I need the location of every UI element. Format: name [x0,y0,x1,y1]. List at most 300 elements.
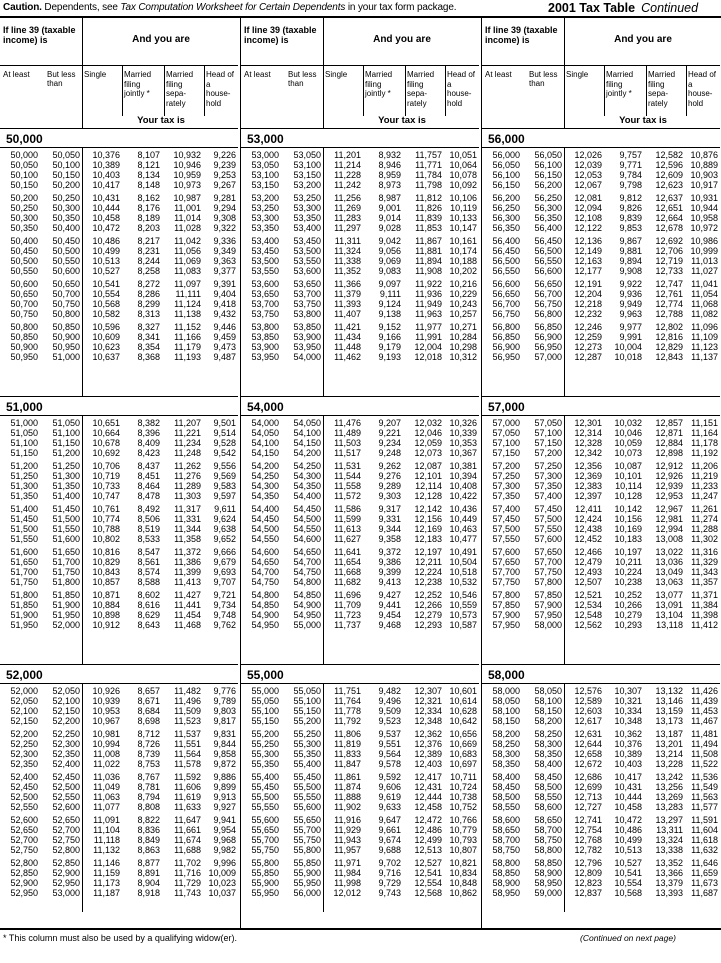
table-cell: 53,050 [293,150,321,160]
table-cell: 8,519 [137,524,160,534]
table-cell: 57,350 [492,491,520,501]
table-cell: 12,018 [414,352,442,362]
table-cell: 11,647 [174,815,201,825]
table-cell: 11,343 [691,567,718,577]
table-cell: 50,650 [10,289,38,299]
block-rule [0,415,238,416]
table-cell: 12,342 [574,448,602,458]
table-cell: 11,256 [334,193,361,203]
table-cell: 58,500 [492,792,520,802]
table-cell: 53,700 [251,299,279,309]
table-cell: 11,778 [334,706,361,716]
table-cell: 11,481 [691,729,718,739]
table-cell: 12,046 [414,428,442,438]
table-cell: 58,100 [492,706,520,716]
table-cell: 12,087 [414,461,442,471]
status-divider [445,66,446,116]
table-cell: 8,643 [137,620,160,630]
table-cell: 51,600 [52,534,80,544]
table-cell: 56,200 [492,193,520,203]
table-cell: 55,600 [251,815,279,825]
table-cell: 9,281 [213,193,236,203]
table-cell: 55,650 [293,815,321,825]
table-cell: 53,500 [293,246,321,256]
table-cell: 52,050 [10,696,38,706]
table-cell: 56,750 [492,309,520,319]
table-cell: 9,152 [378,322,401,332]
table-cell: 12,204 [574,289,602,299]
table-row [0,802,238,812]
table-cell: 55,100 [293,696,321,706]
table-cell: 10,504 [449,557,477,567]
table-cell: 53,000 [251,150,279,160]
table-row [241,150,479,160]
table-cell: 58,100 [534,696,562,706]
table-cell: 10,724 [449,782,477,792]
table-cell: 55,450 [251,782,279,792]
table-cell: 9,404 [213,289,236,299]
table-cell: 57,500 [492,524,520,534]
table-cell: 10,596 [92,322,120,332]
table-cell: 50,750 [52,299,80,309]
table-cell: 12,004 [414,342,442,352]
table-cell: 56,050 [534,150,562,160]
table-cell: 56,650 [492,289,520,299]
table-cell: 13,159 [655,706,683,716]
table-cell: 9,647 [378,815,401,825]
table-cell: 10,188 [449,256,477,266]
table-cell: 10,816 [92,547,120,557]
table-cell: 10,898 [92,610,120,620]
table-cell: 13,091 [655,600,683,610]
table-cell: 54,350 [251,491,279,501]
table-cell: 10,119 [450,203,477,213]
table-cell: 12,279 [414,610,442,620]
table-row [241,160,479,170]
table-row [482,279,720,289]
table-cell: 11,798 [415,180,442,190]
table-cell: 10,486 [92,236,120,246]
table-row [482,438,720,448]
table-cell: 58,150 [534,706,562,716]
table-cell: 12,252 [414,590,442,600]
table-cell: 11,082 [691,309,718,319]
table-cell: 50,950 [10,352,38,362]
table-cell: 11,467 [691,716,718,726]
table-cell: 56,450 [492,246,520,256]
table-cell: 51,550 [52,524,80,534]
table-cell: 54,300 [293,471,321,481]
table-cell: 55,400 [293,759,321,769]
table-cell: 53,250 [251,203,279,213]
filing-status-head-of-household: Head of a house-hold [206,70,235,108]
table-cell: 56,350 [534,213,562,223]
table-cell: 12,356 [574,461,602,471]
table-cell: 53,850 [293,322,321,332]
block-rule [0,683,238,684]
table-cell: 8,533 [137,534,160,544]
table-cell: 54,950 [251,620,279,630]
table-cell: 8,671 [137,696,160,706]
table-cell: 9,679 [213,557,236,567]
table-cell: 56,100 [534,160,562,170]
table-cell: 12,438 [574,524,602,534]
table-cell: 13,269 [655,792,683,802]
table-row [0,696,238,706]
table-cell: 56,400 [492,236,520,246]
table-row [482,706,720,716]
block-rule [482,128,720,129]
status-divider [686,66,687,116]
table-cell: 12,912 [655,461,683,471]
table-cell: 11,977 [415,322,442,332]
table-row [0,223,238,233]
table-cell: 52,550 [52,792,80,802]
table-cell: 11,248 [174,448,201,458]
table-cell: 50,850 [10,332,38,342]
table-cell: 9,771 [619,160,642,170]
table-cell: 10,946 [173,160,201,170]
table-cell: 12,664 [655,213,683,223]
table-row [241,289,479,299]
header-divider [564,18,565,128]
continued-note: (Continued on next page) [580,933,676,943]
table-cell: 8,217 [137,236,160,246]
table-cell: 50,600 [10,279,38,289]
table-cell: 11,386 [174,557,201,567]
table-cell: 9,336 [213,236,236,246]
table-cell: 11,398 [691,610,718,620]
table-cell: 10,513 [614,845,642,855]
table-cell: 13,352 [655,858,683,868]
table-cell: 12,609 [655,170,683,180]
table-cell: 10,334 [614,706,642,716]
table-cell: 9,514 [213,428,236,438]
table-cell: 11,943 [334,835,361,845]
table-cell: 10,023 [208,878,236,888]
table-cell: 56,400 [534,223,562,233]
table-cell: 55,700 [251,835,279,845]
table-cell: 13,201 [655,739,683,749]
table-row [0,772,238,782]
table-cell: 11,743 [174,888,201,898]
table-cell: 8,327 [137,322,160,332]
table-cell: 10,436 [449,504,477,514]
table-cell: 9,578 [378,759,401,769]
table-cell: 8,121 [137,160,160,170]
table-cell: 11,716 [174,868,201,878]
table-cell: 10,719 [92,471,120,481]
table-cell: 8,863 [137,845,160,855]
table-cell: 9,624 [213,514,236,524]
table-cell: 12,273 [574,342,602,352]
table-cell: 11,522 [691,759,718,769]
table-cell: 54,100 [293,428,321,438]
table-cell: 12,631 [574,729,602,739]
table-cell: 8,904 [137,878,160,888]
table-row [241,534,479,544]
table-cell: 52,650 [52,815,80,825]
table-cell: 10,307 [614,686,642,696]
table-row [482,491,720,501]
table-cell: 55,200 [293,716,321,726]
header-rule [0,65,238,66]
table-cell: 57,200 [492,461,520,471]
table-cell: 57,750 [534,567,562,577]
and-you-are-label: And you are [132,34,190,45]
table-cell: 10,628 [449,706,477,716]
table-cell: 12,802 [655,322,683,332]
table-cell: 58,700 [492,835,520,845]
table-cell: 8,176 [137,203,160,213]
table-cell: 8,767 [137,772,160,782]
table-cell: 9,221 [378,428,401,438]
table-cell: 10,926 [92,686,120,696]
table-cell: 54,650 [251,557,279,567]
filing-status-single: Single [84,70,107,79]
income-block [241,396,479,664]
table-row [482,825,720,835]
table-cell: 8,987 [378,193,401,203]
table-row [0,577,238,587]
table-cell: 9,812 [619,193,642,203]
table-cell: 56,100 [492,170,520,180]
table-cell: 10,211 [615,557,642,567]
table-cell: 8,753 [137,759,160,769]
table-cell: 10,568 [92,299,120,309]
table-cell: 10,078 [449,170,477,180]
table-cell: 13,242 [655,772,683,782]
table-cell: 10,169 [614,524,642,534]
table-cell: 11,936 [415,289,442,299]
table-cell: 10,807 [449,845,477,855]
table-cell: 9,482 [378,686,401,696]
table-cell: 9,949 [619,299,642,309]
table-row [482,868,720,878]
table-cell: 11,421 [334,322,361,332]
table-row [241,418,479,428]
table-cell: 11,468 [174,620,201,630]
table-cell: 11,027 [691,266,718,276]
table-cell: 56,000 [293,888,321,898]
table-cell: 11,014 [174,213,201,223]
table-cell: 56,800 [534,309,562,319]
table-title [548,1,698,15]
table-cell: 57,300 [492,481,520,491]
table-row [0,213,238,223]
table-cell: 53,500 [251,256,279,266]
table-cell: 52,150 [10,716,38,726]
table-cell: 11,496 [174,696,201,706]
table-cell: 11,063 [93,792,120,802]
table-cell: 12,843 [655,352,683,362]
table-cell: 12,169 [414,524,442,534]
table-cell: 50,400 [10,236,38,246]
table-cell: 53,150 [251,180,279,190]
table-cell: 54,800 [251,590,279,600]
table-cell: 51,200 [52,448,80,458]
table-cell: 53,350 [293,213,321,223]
table-cell: 11,702 [174,858,201,868]
table-cell: 8,203 [137,223,160,233]
table-cell: 51,400 [52,491,80,501]
table-cell: 52,800 [52,845,80,855]
table-cell: 55,000 [293,620,321,630]
table-cell: 53,200 [293,180,321,190]
table-cell: 50,900 [52,332,80,342]
table-cell: 57,450 [534,504,562,514]
table-cell: 57,850 [492,600,520,610]
table-cell: 52,200 [10,729,38,739]
table-cell: 57,100 [492,438,520,448]
table-cell: 55,950 [293,878,321,888]
table-cell: 57,600 [534,534,562,544]
table-cell: 11,792 [334,716,361,726]
table-cell: 10,224 [614,567,642,577]
table-cell: 51,500 [10,524,38,534]
table-cell: 11,022 [93,759,120,769]
block-rule [0,147,238,148]
table-cell: 58,450 [492,782,520,792]
table-row [482,236,720,246]
table-row [241,739,479,749]
table-row [241,428,479,438]
table-row [482,332,720,342]
your-tax-is-label: Your tax is [619,115,667,126]
table-cell: 50,100 [52,160,80,170]
table-row [0,266,238,276]
table-cell: 52,350 [52,749,80,759]
table-cell: 50,200 [52,180,80,190]
table-cell: 58,350 [492,759,520,769]
table-cell: 11,317 [174,504,201,514]
table-cell: 10,779 [449,825,477,835]
table-cell: 10,216 [449,279,477,289]
table-cell: 12,259 [574,332,602,342]
table-cell: 55,500 [251,792,279,802]
table-cell: 10,073 [614,448,642,458]
table-cell: 10,932 [173,150,201,160]
table-cell: 9,179 [378,342,401,352]
table-cell: 11,441 [174,600,201,610]
table-cell: 8,932 [378,150,401,160]
table-cell: 11,297 [334,223,361,233]
table-cell: 12,796 [574,858,602,868]
table-cell: 9,569 [213,471,236,481]
table-cell: 55,750 [293,835,321,845]
table-cell: 55,750 [251,845,279,855]
table-cell: 11,963 [415,309,442,319]
table-cell: 51,550 [10,534,38,544]
table-cell: 53,100 [293,160,321,170]
table-cell: 10,059 [614,438,642,448]
table-cell: 8,836 [137,825,160,835]
table-cell: 9,056 [378,246,401,256]
table-cell: 10,417 [614,772,642,782]
table-cell: 11,358 [174,534,201,544]
table-cell: 13,256 [655,782,683,792]
table-row [482,309,720,319]
table-cell: 12,211 [415,557,442,567]
table-cell: 11,688 [174,845,201,855]
table-cell: 11,908 [415,266,442,276]
table-cell: 11,592 [174,772,201,782]
table-cell: 13,187 [655,729,683,739]
table-cell: 54,200 [251,461,279,471]
table-cell: 11,146 [93,858,120,868]
table-cell: 13,146 [655,696,683,706]
table-cell: 11,537 [174,729,201,739]
table-cell: 9,927 [213,802,236,812]
table-cell: 51,850 [52,590,80,600]
status-divider [122,66,123,116]
table-cell: 12,301 [574,418,602,428]
table-cell: 11,682 [334,577,361,587]
table-cell: 57,250 [534,461,562,471]
table-cell: 10,614 [449,696,477,706]
table-cell: 54,000 [293,352,321,362]
table-cell: 9,253 [213,170,236,180]
filing-status-married-filing-jointly: Married filing jointly * [606,70,634,98]
table-cell: 12,232 [574,309,602,319]
table-cell: 57,100 [534,428,562,438]
table-cell: 9,363 [213,256,236,266]
table-cell: 54,700 [251,567,279,577]
table-row [482,223,720,233]
table-cell: 11,352 [334,266,361,276]
table-cell: 10,312 [449,352,477,362]
table-cell: 11,757 [415,150,442,160]
table-cell: 11,091 [93,815,120,825]
table-cell: 56,250 [492,203,520,213]
table-cell: 55,900 [293,868,321,878]
table-cell: 52,150 [52,706,80,716]
table-cell: 54,450 [251,514,279,524]
table-cell: 11,729 [174,878,201,888]
table-cell: 10,546 [449,590,477,600]
table-row [0,504,238,514]
table-cell: 10,601 [449,686,477,696]
table-cell: 52,950 [52,878,80,888]
table-cell: 53,400 [293,223,321,233]
table-row [241,888,479,898]
table-cell: 52,850 [10,868,38,878]
table-cell: 8,616 [137,600,160,610]
table-cell: 58,450 [534,772,562,782]
table-cell: 58,750 [534,835,562,845]
table-row [0,418,238,428]
table-cell: 12,472 [414,815,442,825]
table-cell: 58,300 [534,739,562,749]
table-cell: 50,850 [52,322,80,332]
table-cell: 11,771 [415,160,442,170]
table-cell: 11,687 [691,888,718,898]
table-cell: 9,729 [378,878,401,888]
table-cell: 54,400 [293,491,321,501]
table-cell: 54,250 [293,461,321,471]
table-cell: 9,239 [213,160,236,170]
table-cell: 9,936 [619,289,642,299]
table-cell: 11,123 [691,342,718,352]
table-cell: 58,000 [534,620,562,630]
table-cell: 11,138 [174,309,201,319]
table-row [482,428,720,438]
table-cell: 50,300 [10,213,38,223]
table-cell: 58,250 [534,729,562,739]
table-cell: 11,674 [174,835,201,845]
table-cell: 12,026 [574,150,602,160]
table-cell: 11,206 [691,461,718,471]
